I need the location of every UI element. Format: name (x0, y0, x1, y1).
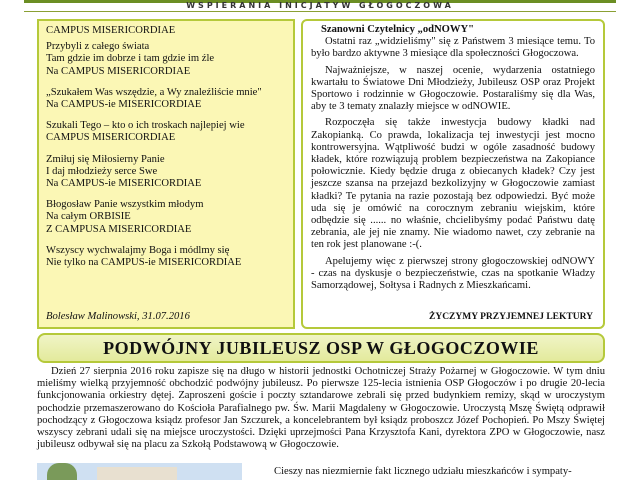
poem-stanza (46, 120, 286, 144)
poem-box (37, 19, 295, 329)
letter-paragraph: Najważniejsze, w naszej ocenie, wydarzenia ostatniego kwartału to Światowe Dni Młodzieży, Jubileusz OSP oraz Projekt Sportowo i rodzinnie w Głogoczowie. Postaraliśmy się dla Was, aby te 3 tematy znalazły miejsce w odNOWIE. (311, 64, 595, 113)
poem-stanza (46, 154, 286, 191)
poem-stanza (46, 41, 286, 78)
poem-line: Z CAMPUSA MISERICORDIAE (46, 223, 192, 235)
letter-title: Szanowni Czytelnicy „odNOWY" (321, 24, 475, 35)
poem-line: CAMPUS MISERICORDIAE (46, 132, 176, 144)
letter-paragraph: Apelujemy więc z pierwszej strony głogoczowskiej odNOWY - czas na dyskusje o bezpieczeństwie, czas na spotkanie Władzy Samorządowej, Sołtysa i Radnych z Mieszkańcami. (311, 255, 595, 292)
article-continuation: Cieszy nas niezmiernie fakt licznego udziału mieszkańców i sympaty- (274, 466, 572, 477)
poem-line: Nie tylko na CAMPUS-ie MISERICORDIAE (46, 257, 242, 269)
poem-line: Tam gdzie im dobrze i tam gdzie im źle (46, 53, 215, 65)
poem-line: Na całym ORBISIE (46, 211, 131, 223)
poem-signature: Bolesław Malinowski, 31.07.2016 (46, 310, 190, 322)
article-photo (37, 463, 242, 480)
poem-line: Przybyli z całego świata (46, 41, 150, 53)
editorial-letter (301, 19, 605, 329)
letter-paragraph: Rozpoczęła się także inwestycja budowy kładki nad Zakopianką. Co prawda, lokalizacja tej inwestycji jest mocno kontrowersyjna. Wątpliwość budzi w ogóle zasadność budowy kładek, które rozwiązują problem bezpieczeństwa na Zakopiance połowicznie. Kiedy będzie druga z obiecanych kładek? Czy jest jeszcze szansa na przejazd bezkolizyjny w Głogoczowie zamiast kładki? Te pytania na razie pozostają bez odpowiedzi. Być może uda się je omówić na corocznym zebraniu wiejskim, które odbędzie się ...... no właśnie, chcielibyśmy podać Państwu datę zebrania, ale jej nie znamy. Nie wiadomo nawet, czy zebranie na ten rok jest planowane :-(. (311, 117, 595, 251)
article-paragraph: Dzień 27 sierpnia 2016 roku zapisze się na długo w historii jednostki Ochotniczej Straży Pożarnej w Głogoczowie. W tym dniu mieliśmy wielką przyjemność obchodzić podwójny jubileusz. Po pierwsze 125-lecia istnienia OSP Głogoczów i po drugie 20-lecia funkcjonowania orkiestry dętej. Zaproszeni goście i poczty sztandarowe zebrali się przed budynkiem remizy, skąd w uroczystym pochodzie przemaszerowano do Kościoła Parafialnego pw. Św. Marii Magdaleny w Głogoczowie. Uroczystą Mszę Świętą odprawił pochodzący z Głogoczowa ksiądz profesor Jan Szczurek, a koncelebrantem był ksiądz proboszcz Józef Pochopień. Po Mszy Świętej wszyscy zebrani udali się na miejsce uroczystości. Dzięki uprzejmości Pana Krzysztofa Kani, dyrektora ZPO w Głogoczowie, nasz jubileusz odbywał się na placu za Szkołą Podstawową w Głogoczowie. (37, 366, 605, 451)
letter-paragraph: Ostatni raz „widzieliśmy" się z Państwem 3 miesiące temu. To było bardzo aktywne 3 miesiące dla społeczności Głogoczowa. (311, 36, 595, 60)
poem-line: Wszyscy wychwalajmy Boga i módlmy się (46, 244, 230, 256)
article-headline: PODWÓJNY JUBILEUSZ OSP W GŁOGOCZOWIE (37, 333, 605, 363)
article-body (37, 366, 605, 451)
poem-line: Zmiłuj się Miłosierny Panie (46, 153, 165, 165)
header-rule (24, 11, 616, 12)
poem-line: Błogosław Panie wszystkim młodym (46, 199, 204, 211)
poem-stanza (46, 199, 286, 236)
poem-line: Na CAMPUS-ie MISERICORDIAE (46, 99, 202, 111)
poem-stanza (46, 87, 286, 111)
photo-building (97, 467, 177, 480)
poem-line: Na CAMPUS-ie MISERICORDIAE (46, 178, 202, 190)
poem-line: „Szukałem Was wszędzie, a Wy znaleźliście mnie" (46, 86, 262, 98)
poem-stanza (46, 245, 286, 269)
header-tagline: WSPIERANIA INICJATYW GŁOGOCZOWA (186, 1, 454, 10)
poem-title: CAMPUS MISERICORDIAE (46, 25, 176, 36)
poem-line: Na CAMPUS MISERICORDIAE (46, 65, 191, 77)
poem-line: Szukali Tego – kto o ich troskach najlepiej wie (46, 120, 245, 132)
photo-tree (47, 463, 77, 480)
letter-closing: ŻYCZYMY PRZYJEMNEJ LEKTURY (429, 311, 593, 322)
poem-line: I daj młodzieży serce Swe (46, 165, 158, 177)
